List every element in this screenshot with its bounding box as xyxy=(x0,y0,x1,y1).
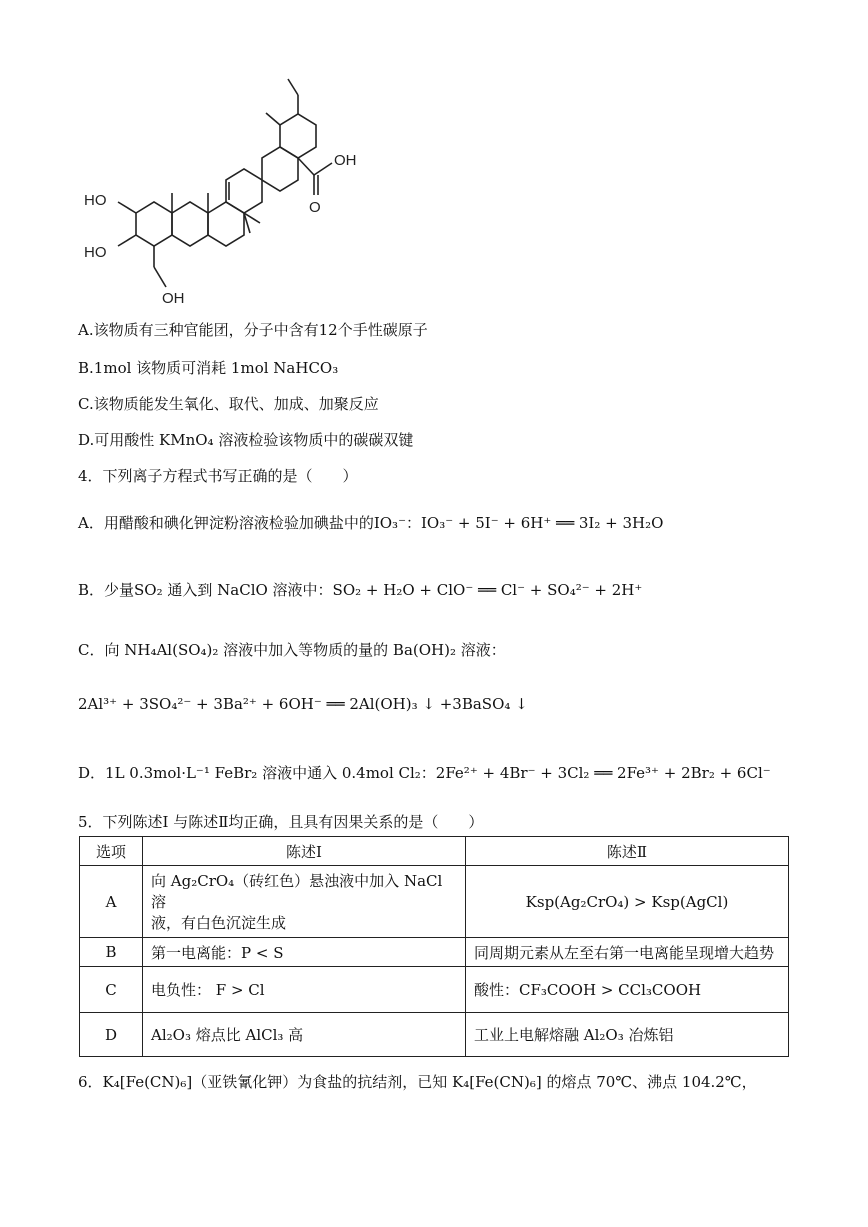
header-option: 选项 xyxy=(80,837,143,866)
table-row xyxy=(80,967,789,1013)
row-option: D xyxy=(80,1013,143,1057)
row-statement-1: 向 Ag₂CrO₄（砖红色）悬浊液中加入 NaCl 溶 液，有白色沉淀生成 xyxy=(143,866,466,938)
row-statement-1: 电负性： F > Cl xyxy=(143,967,466,1013)
ho-label-2: HO xyxy=(84,244,107,261)
oh-label-3: OH xyxy=(162,290,185,307)
q4-stem: 4．下列离子方程式书写正确的是（ ） xyxy=(78,467,358,485)
row-statement-2: 工业上电解熔融 Al₂O₃ 冶炼铝 xyxy=(466,1013,789,1057)
q5-stem: 5．下列陈述Ⅰ 与陈述Ⅱ均正确，且具有因果关系的是（ ） xyxy=(78,813,484,831)
q4-option-c: C．向 NH₄Al(SO₄)₂ 溶液中加入等物质的量的 Ba(OH)₂ 溶液： xyxy=(78,641,506,659)
row-option: A xyxy=(80,866,143,938)
q4-option-d: D．1L 0.3mol·L⁻¹ FeBr₂ 溶液中通入 0.4mol Cl₂：2Fe²⁺ + 4Br⁻ + 3Cl₂ ══ 2Fe³⁺ + 2Br₂ + 6Cl⁻ xyxy=(78,764,771,782)
acid-oh-label: OH xyxy=(334,152,357,169)
q5-table xyxy=(79,836,789,1057)
header-statement-2: 陈述Ⅱ xyxy=(466,837,789,866)
q3-option-c: C.该物质能发生氧化、取代、加成、加聚反应 xyxy=(78,395,379,413)
table-row xyxy=(80,866,789,938)
ho-label-1: HO xyxy=(84,192,107,209)
q3-option-d: D.可用酸性 KMnO₄ 溶液检验该物质中的碳碳双键 xyxy=(78,431,414,449)
q4-option-a: A．用醋酸和碘化钾淀粉溶液检验加碘盐中的IO₃⁻：IO₃⁻ + 5I⁻ + 6H⁺ ══ 3I₂ + 3H₂O xyxy=(78,514,664,532)
row-statement-1: 第一电离能：P < S xyxy=(143,938,466,967)
row-statement-2: 同周期元素从左至右第一电离能呈现增大趋势 xyxy=(466,938,789,967)
header-statement-1: 陈述Ⅰ xyxy=(143,837,466,866)
q4-option-b: B．少量SO₂ 通入到 NaClO 溶液中：SO₂ + H₂O + ClO⁻ ══ Cl⁻ + SO₄²⁻ + 2H⁺ xyxy=(78,581,643,599)
carbonyl-o-label: O xyxy=(309,199,321,216)
table-row xyxy=(80,1013,789,1057)
row-statement-2: Ksp(Ag₂CrO₄) > Ksp(AgCl) xyxy=(466,866,789,938)
table-row xyxy=(80,938,789,967)
table-header-row xyxy=(80,837,789,866)
q6-stem: 6．K₄[Fe(CN)₆]（亚铁氰化钾）为食盐的抗结剂，已知 K₄[Fe(CN)₆] 的熔点 70℃、沸点 104.2℃， xyxy=(78,1073,757,1091)
q3-option-b: B.1mol 该物质可消耗 1mol NaHCO₃ xyxy=(78,359,339,377)
q3-option-a: A.该物质有三种官能团，分子中含有12个手性碳原子 xyxy=(78,321,428,339)
row-statement-1: Al₂O₃ 熔点比 AlCl₃ 高 xyxy=(143,1013,466,1057)
row-option: B xyxy=(80,938,143,967)
row-statement-2: 酸性：CF₃COOH > CCl₃COOH xyxy=(466,967,789,1013)
triterpenoid-structure xyxy=(70,55,390,310)
q4-option-c-equation: 2Al³⁺ + 3SO₄²⁻ + 3Ba²⁺ + 6OH⁻ ══ 2Al(OH)₃ ↓ +3BaSO₄ ↓ xyxy=(78,695,528,713)
row-option: C xyxy=(80,967,143,1013)
